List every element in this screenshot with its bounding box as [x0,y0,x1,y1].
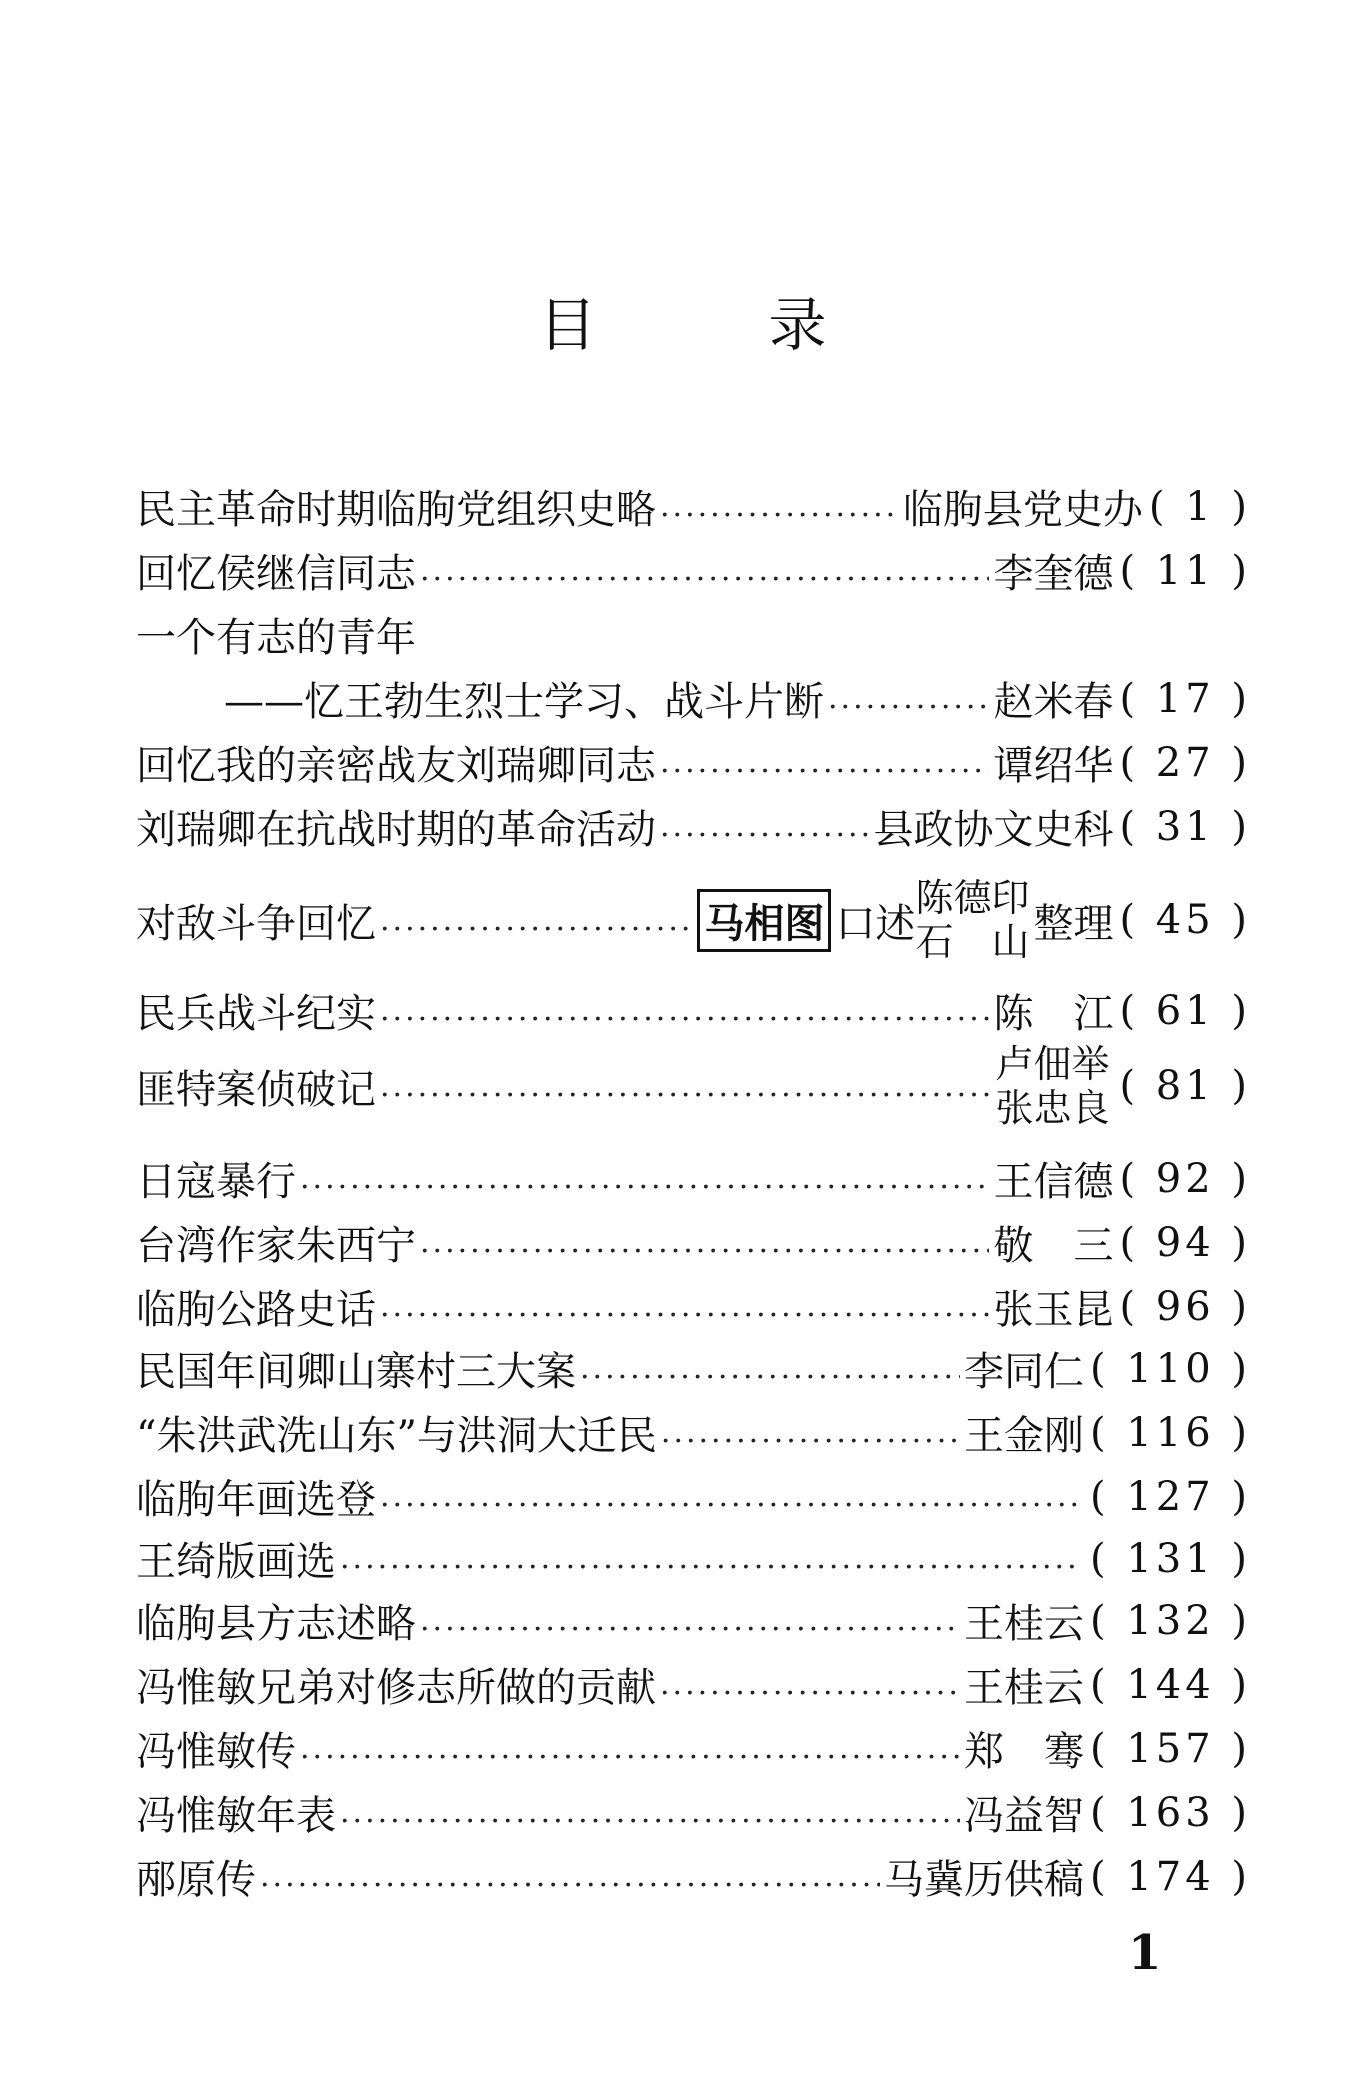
entry-title: 冯惟敏传 [136,1729,296,1775]
entry-title: 民兵战斗纪实 [136,991,376,1037]
entry-page: ( 163 ) [1090,1789,1251,1836]
entry-title: 临朐年画选登 [136,1477,376,1523]
dot-leader [260,1859,880,1894]
entry-title: 临朐公路史话 [136,1287,376,1333]
dot-leader [380,1069,991,1104]
dot-leader [300,1731,960,1766]
entry-title: ——忆王勃生烈士学习、战斗片断 [224,679,824,725]
toc-entry-heading[interactable] [136,606,1251,663]
dot-leader [340,1541,1080,1576]
toc-entry[interactable] [136,1214,1251,1271]
entry-title: 刘瑞卿在抗战时期的革命活动 [136,807,656,853]
edited-label: 整理 [1033,900,1114,947]
entry-title: 民国年间卿山寨村三大案 [136,1349,576,1395]
toc-entry[interactable] [136,1278,1251,1335]
dot-leader [661,1415,960,1450]
author-names [995,1042,1109,1130]
entry-page: ( 174 ) [1090,1853,1251,1900]
entry-title: 匪特案侦破记 [136,1066,376,1113]
toc-entry[interactable] [136,1720,1251,1777]
dot-leader [340,1795,960,1830]
entry-title: 王绮版画选 [136,1539,336,1585]
entry-author: 王金刚 [964,1413,1084,1459]
entry-title: 回忆侯继信同志 [136,551,416,597]
dot-leader [380,993,989,1028]
dot-leader [300,1161,989,1196]
editor-name: 石 山 [915,920,1030,964]
entry-page: ( 81 ) [1119,1063,1251,1109]
page-number: 1 [1128,1925,1162,1981]
dot-leader [420,1603,960,1638]
entry-title: 回忆我的亲密战友刘瑞卿同志 [136,743,656,789]
entry-page: ( 132 ) [1090,1597,1251,1644]
toc-entry[interactable] [136,1784,1251,1841]
toc-entry[interactable] [136,1404,1251,1461]
editor-name: 陈德印 [915,876,1030,920]
entry-page: ( 94 ) [1119,1219,1251,1266]
entry-credits [697,876,1113,964]
toc-entry[interactable] [136,1656,1251,1713]
entry-author: 谭绍华 [993,743,1114,789]
toc-entry[interactable] [136,1592,1251,1649]
dot-leader [660,1667,960,1702]
entry-title: 临朐县方志述略 [136,1601,416,1647]
entry-author: 李同仁 [964,1349,1084,1395]
dot-leader [660,745,989,780]
entry-page: ( 17 ) [1119,675,1251,722]
entry-page: ( 110 ) [1090,1345,1251,1392]
dot-leader [380,1289,989,1324]
toc-entry[interactable] [136,478,1251,535]
entry-author: 王桂云 [964,1601,1084,1647]
entry-author: 王信德 [993,1159,1114,1205]
dot-leader [828,681,989,716]
entry-author: 临朐县党史办 [902,487,1143,533]
entry-page: ( 1 ) [1148,483,1251,530]
entry-author: 县政协文史科 [873,807,1114,853]
entry-author: 李奎德 [993,551,1114,597]
toc-entry[interactable] [136,798,1251,855]
toc-entry[interactable] [136,870,1251,970]
entry-author: 卢佃举 [995,1042,1110,1086]
entry-page: ( 157 ) [1090,1725,1251,1772]
entry-author: 赵米春 [993,679,1114,725]
entry-title: 台湾作家朱西宁 [136,1223,416,1269]
entry-title: “朱洪武洗山东”与洪洞大迁民 [136,1413,657,1459]
entry-page: ( 116 ) [1090,1409,1251,1456]
editor-names [915,876,1029,964]
entry-author: 张忠良 [995,1086,1110,1130]
entry-author: 陈 江 [993,991,1114,1037]
entry-page: ( 131 ) [1090,1535,1251,1582]
toc-entry[interactable] [136,1848,1251,1905]
entry-page: ( 144 ) [1090,1661,1251,1708]
entry-page: ( 96 ) [1119,1283,1251,1330]
entry-author: 王桂云 [964,1665,1084,1711]
entry-author: 张玉昆 [993,1287,1114,1333]
entry-title: 对敌斗争回忆 [136,900,376,947]
entry-page: ( 27 ) [1119,739,1251,786]
dot-leader [660,809,869,844]
entry-page: ( 31 ) [1119,803,1251,850]
entry-title: 日寇暴行 [136,1159,296,1205]
title-char-2: 录 [768,291,829,359]
narrated-label: 口述 [835,900,916,947]
dot-leader [420,553,989,588]
dot-leader [380,903,693,938]
entry-page: ( 127 ) [1090,1473,1251,1520]
dot-leader [420,1225,989,1260]
entry-author: 冯益智 [964,1793,1084,1839]
toc-entry[interactable] [136,982,1251,1039]
entry-title: 一个有志的青年 [136,615,416,661]
toc-entry[interactable] [136,734,1251,791]
toc-entry-subtitle[interactable] [136,670,1251,727]
narrator-name: 马相图 [697,889,831,952]
entry-page: ( 45 ) [1119,897,1251,943]
dot-leader [660,489,899,524]
toc-entry[interactable] [136,1468,1251,1525]
page-title [0,278,1367,362]
toc-entry[interactable] [136,1036,1251,1136]
entry-title: 邴原传 [136,1857,256,1903]
toc-entry[interactable] [136,1150,1251,1207]
entry-title: 冯惟敏兄弟对修志所做的贡献 [136,1665,656,1711]
dot-leader [380,1479,1080,1514]
entry-title: 冯惟敏年表 [136,1793,336,1839]
entry-page: ( 61 ) [1119,987,1251,1034]
title-char-1: 目 [538,291,599,359]
entry-title: 民主革命时期临朐党组织史略 [136,487,656,533]
entry-page: ( 92 ) [1119,1155,1251,1202]
toc-entry[interactable] [136,1530,1251,1587]
entry-author: 敬 三 [993,1223,1114,1269]
toc-entry[interactable] [136,542,1251,599]
entry-author: 郑 骞 [964,1729,1084,1775]
entry-author: 马冀历供稿 [884,1857,1084,1903]
dot-leader [580,1351,960,1386]
toc-entry[interactable] [136,1340,1251,1397]
entry-page: ( 11 ) [1119,547,1251,594]
